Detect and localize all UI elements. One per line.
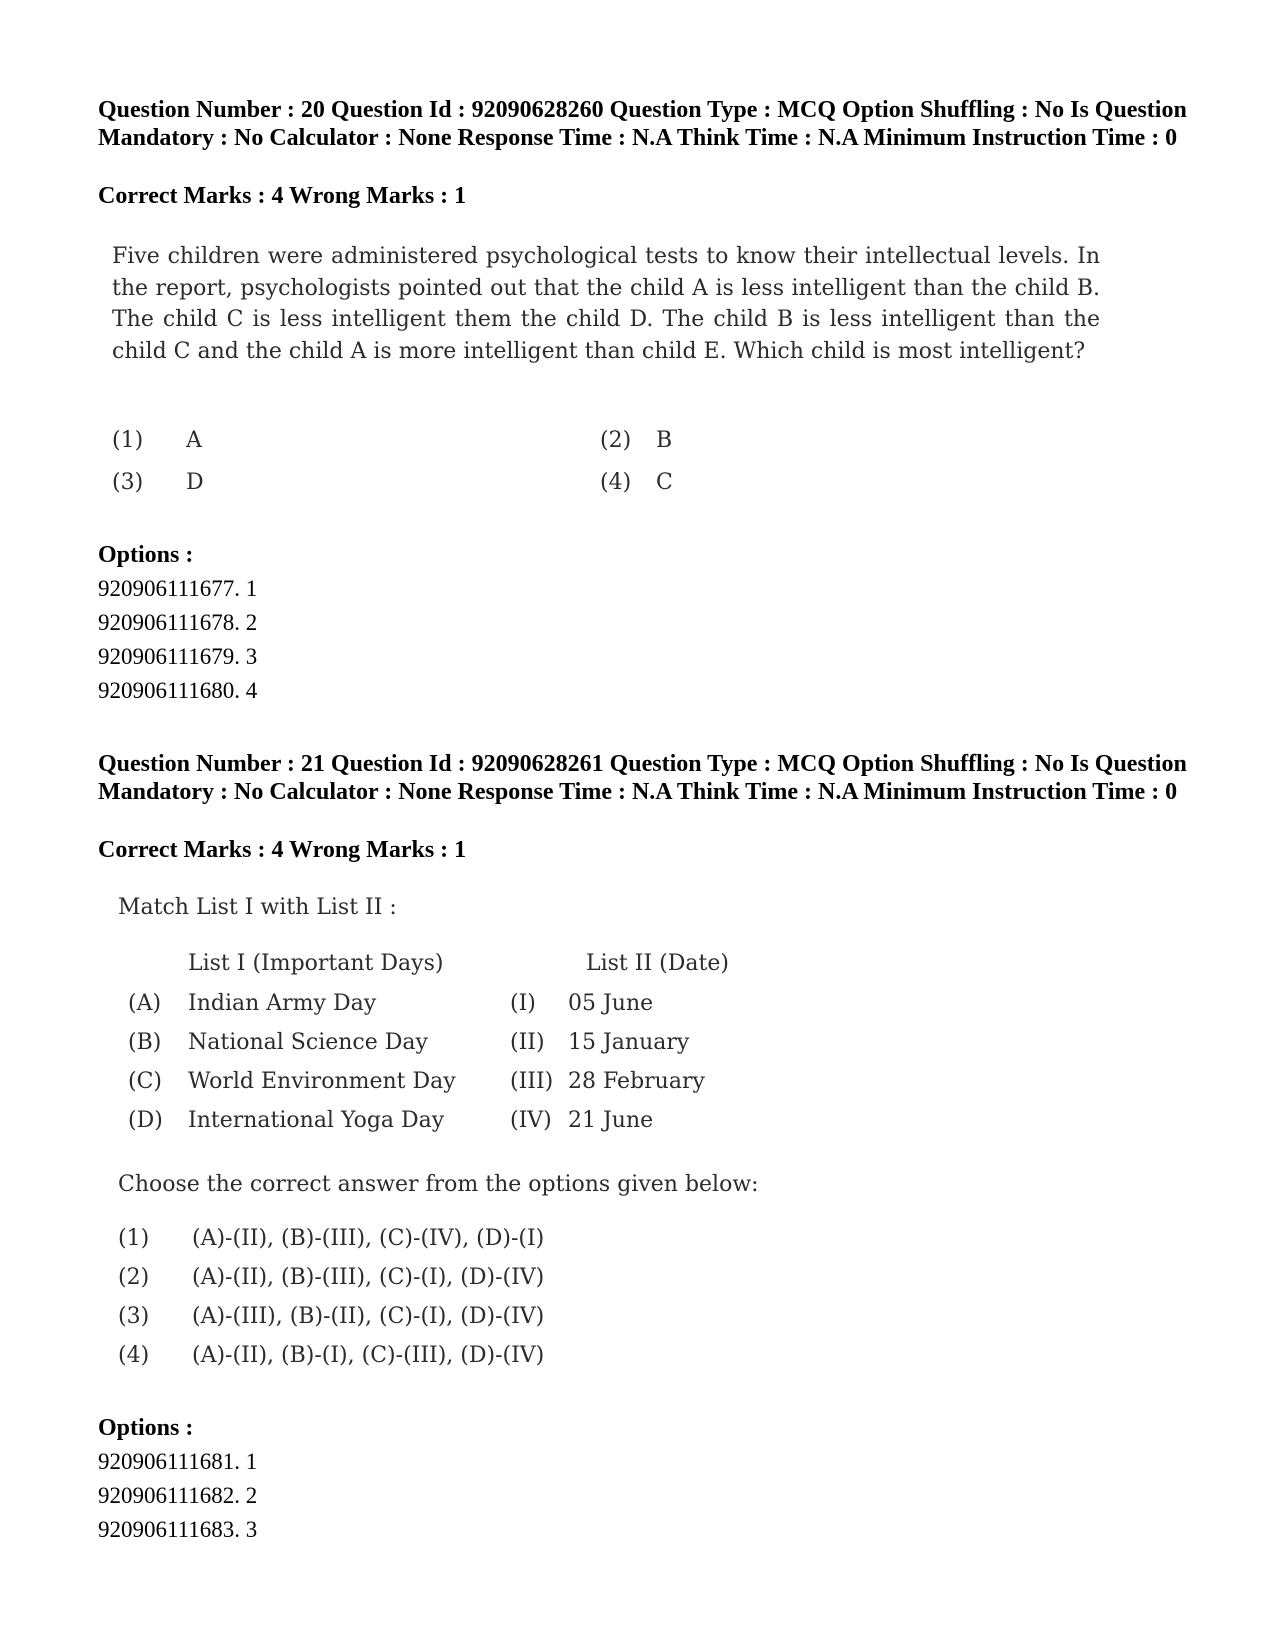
list2-label: (II) bbox=[510, 1030, 545, 1055]
list1-text: World Environment Day bbox=[188, 1069, 456, 1094]
question-20-meta: Question Number : 20 Question Id : 92090628260 Question Type : MCQ Option Shuffling : No Is Question Mandatory : No Calculator : None Response Time : N.A Think Time : N.A Minimum Instruction Time : 0 bbox=[98, 97, 1187, 151]
list2-text: 15 January bbox=[568, 1030, 690, 1055]
choice-number: (3) bbox=[118, 1304, 150, 1329]
q21-instruction: Match List I with List II : bbox=[118, 895, 397, 920]
choice-number: (4) bbox=[600, 470, 632, 495]
list2-label: (IV) bbox=[510, 1108, 552, 1133]
q21-choose-text: Choose the correct answer from the options given below: bbox=[118, 1172, 759, 1197]
choice-number: (1) bbox=[118, 1226, 150, 1251]
list2-text: 05 June bbox=[568, 991, 654, 1016]
list1-text: National Science Day bbox=[188, 1030, 428, 1055]
choice-text: D bbox=[186, 470, 204, 495]
choice-number: (1) bbox=[112, 428, 144, 453]
choice-text: (A)-(II), (B)-(III), (C)-(I), (D)-(IV) bbox=[192, 1265, 545, 1290]
list1-label: (B) bbox=[128, 1030, 162, 1055]
list2-label: (III) bbox=[510, 1069, 554, 1094]
choice-text: (A)-(III), (B)-(II), (C)-(I), (D)-(IV) bbox=[192, 1304, 545, 1329]
question-21-marks: Correct Marks : 4 Wrong Marks : 1 bbox=[98, 837, 467, 863]
choice-text: C bbox=[656, 470, 673, 495]
list2-text: 21 June bbox=[568, 1108, 654, 1133]
choice-text: (A)-(II), (B)-(I), (C)-(III), (D)-(IV) bbox=[192, 1343, 545, 1368]
choice-number: (4) bbox=[118, 1343, 150, 1368]
list2-header: List II (Date) bbox=[586, 951, 729, 976]
list1-text: Indian Army Day bbox=[188, 991, 377, 1016]
choice-number: (2) bbox=[600, 428, 632, 453]
list1-label: (C) bbox=[128, 1069, 162, 1094]
q21-option-id: 920906111683. 3 bbox=[98, 1517, 258, 1542]
choice-text: (A)-(II), (B)-(III), (C)-(IV), (D)-(I) bbox=[192, 1226, 545, 1251]
list1-header: List I (Important Days) bbox=[188, 951, 444, 976]
question-20-marks: Correct Marks : 4 Wrong Marks : 1 bbox=[98, 183, 467, 209]
list2-text: 28 February bbox=[568, 1069, 705, 1094]
list2-label: (I) bbox=[510, 991, 536, 1016]
q21-option-id: 920906111682. 2 bbox=[98, 1483, 258, 1508]
choice-text: A bbox=[186, 428, 202, 453]
choice-number: (3) bbox=[112, 470, 144, 495]
q20-option-id: 920906111679. 3 bbox=[98, 644, 258, 669]
q20-option-id: 920906111678. 2 bbox=[98, 610, 258, 635]
question-21-meta: Question Number : 21 Question Id : 92090628261 Question Type : MCQ Option Shuffling : No Is Question Mandatory : No Calculator : None Response Time : N.A Think Time : N.A Minimum Instruction Time : 0 bbox=[98, 751, 1187, 805]
question-20-text: Five children were administered psychological tests to know their intellectual levels. In the report, psychologists pointed out that the child A is less intelligent than the child B. The child C is less intelligent them the child D. The child B is less intelligent than the child C and the child A is more intelligent than child E. Which child is most intelligent? bbox=[112, 244, 1100, 364]
q20-option-id: 920906111677. 1 bbox=[98, 576, 258, 601]
list1-text: International Yoga Day bbox=[188, 1108, 445, 1133]
choice-text: B bbox=[656, 428, 673, 453]
choice-number: (2) bbox=[118, 1265, 150, 1290]
list1-label: (D) bbox=[128, 1108, 163, 1133]
q21-options-label: Options : bbox=[98, 1415, 194, 1441]
q21-option-id: 920906111681. 1 bbox=[98, 1449, 258, 1474]
list1-label: (A) bbox=[128, 991, 162, 1016]
q20-options-label: Options : bbox=[98, 542, 194, 568]
q20-option-id: 920906111680. 4 bbox=[98, 678, 258, 703]
